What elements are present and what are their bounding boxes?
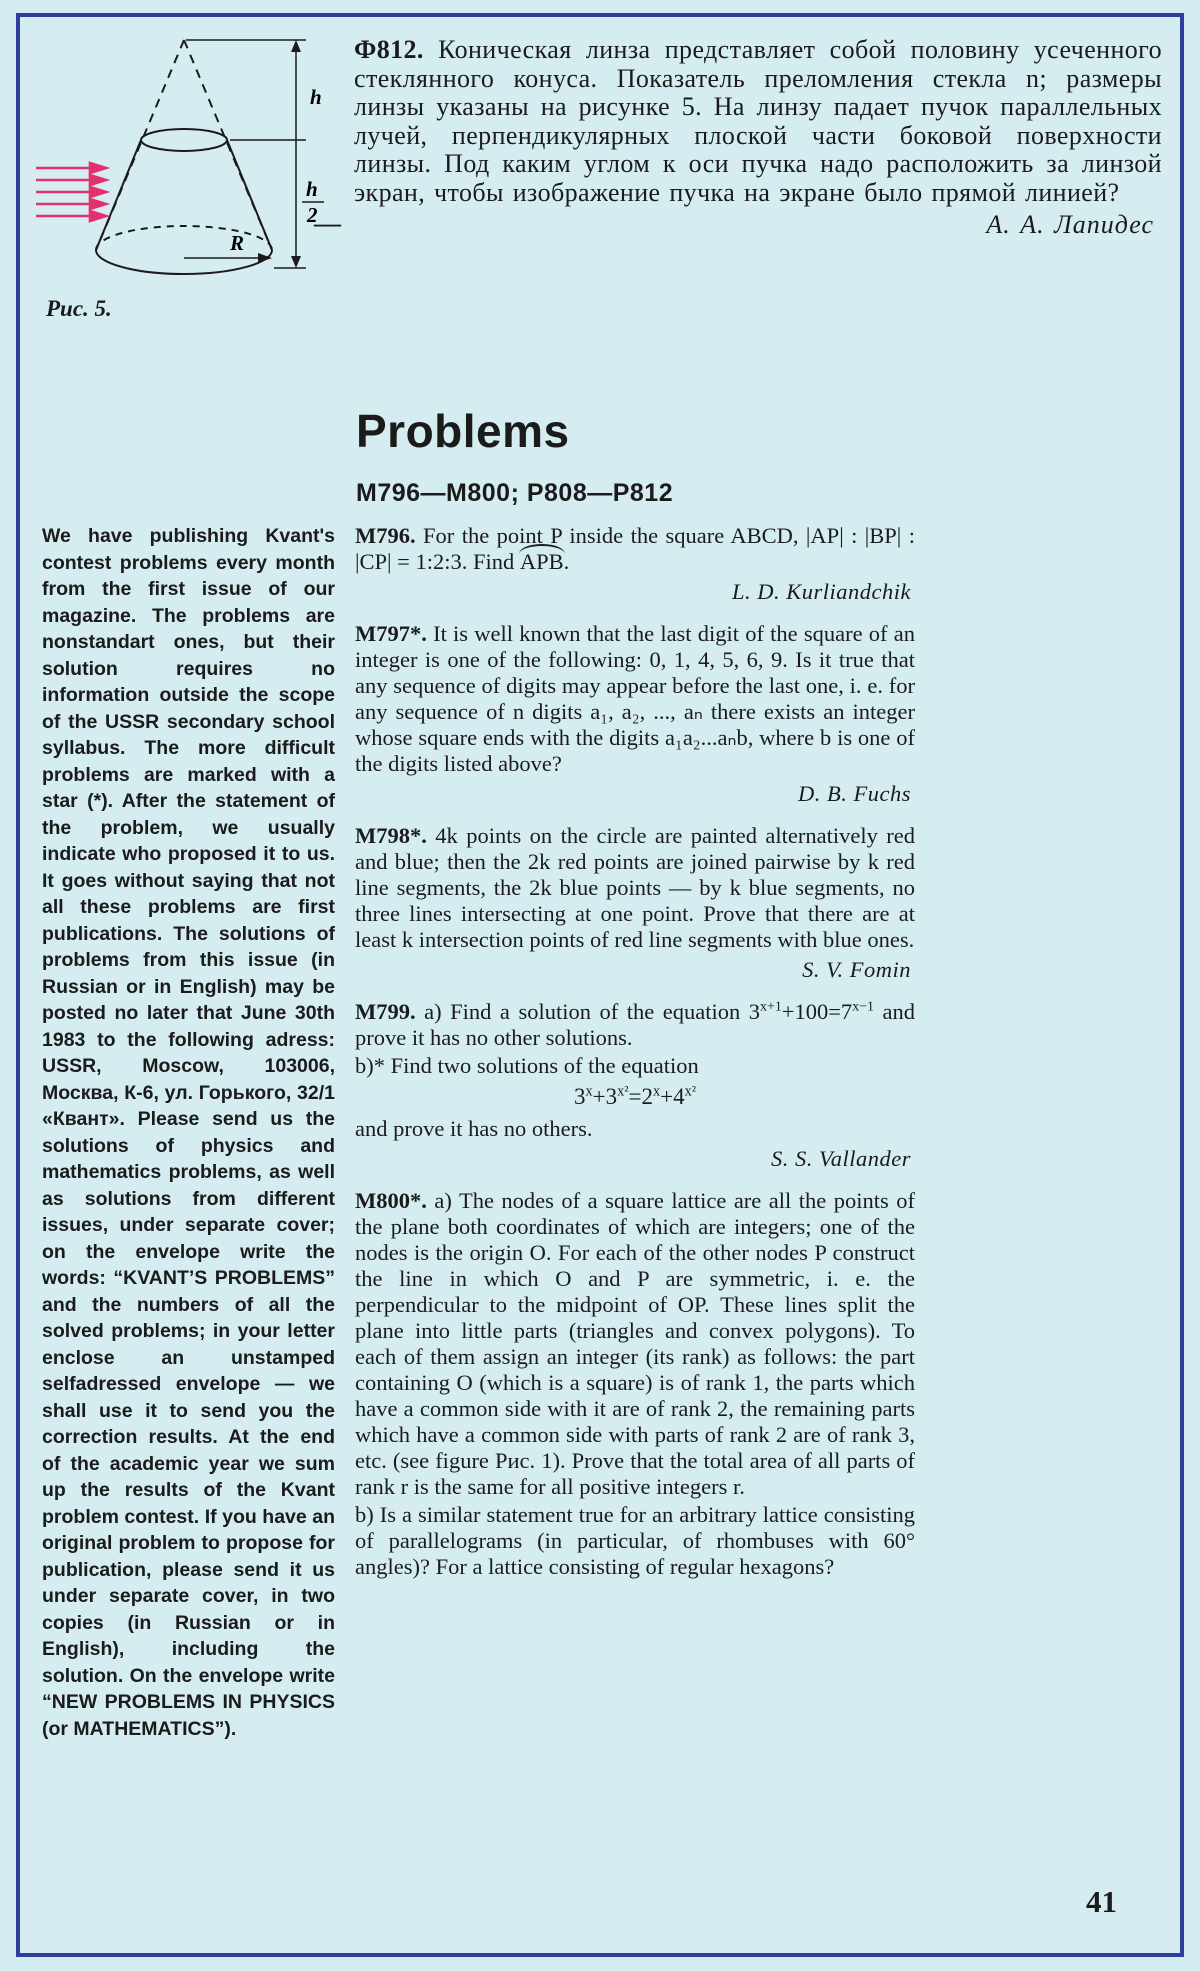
frustum-bottom-ellipse-front: [96, 250, 272, 274]
figure-label-h2-numerator: h: [306, 177, 318, 201]
m799-eq2-base2: +3: [592, 1084, 618, 1109]
angle-arc-apb: APB: [519, 549, 564, 574]
problem-m797: [355, 621, 915, 777]
m799-eq1-sup2: x−1: [852, 999, 874, 1015]
problem-m796: [355, 523, 915, 575]
problem-m799-equation: [355, 1084, 915, 1110]
figure-axis-dash: —: [314, 208, 341, 238]
cone-figure-svg: [34, 28, 344, 300]
problem-m800-a-text: a) The nodes of a square lattice are all the points of the plane both coordinates of which are integers; one of the nodes is the origin O. For each of the other nodes P construct the line in which O and P are symmetric, i. e. the perpendicular to the midpoint of OP. These lines split the plane into little parts (triangles and convex polygons). To each of them assign an integer (its rank) as follows: the part containing O (which is a square) is of rank 1, the parts which have a common side with it are of rank 2, the remaining parts which have a common side with parts of rank 2 are of rank 3, etc. (see figure Рис. 1). Prove that the total area of all parts of rank r is the same for all positive integers r.: [355, 1188, 916, 1499]
problem-f812: [354, 36, 1162, 240]
contest-intro-text: We have publishing Kvant's contest problems every month from the first issue of our magazine. The problems are nonstandart ones, but their solution requires no information outside the scope of the USSR secondary school syllabus. The more difficult problems are marked with a star (*). After the statement of the problem, we usually indicate who proposed it to us. It goes without saying that not all these problems are first publications. The solutions of problems from this issue (in Russian or in English) may be posted no later that June 30th 1983 to the following adress: USSR, Moscow, 103006, Москва, К-6, ул. Горького, 32/1 «Квант». Please send us the solutions of physics and mathematics problems, as well as solutions from different issues, under separate cover; on the envelope write the words: “KVANT’S PROBLEMS” and the numbers of all the solved problems; in your letter enclose an unstamped selfadressed envelope — we shall use it to send you the correction results. At the end of the academic year we sum up the results of the Kvant problem contest. If you have an original problem to propose for publication, please send it us under separate cover, in two copies (in Russian or in English), including the solution. On the envelope write “NEW PROBLEMS IN PHYSICS (or MATHEMATICS”).: [42, 525, 335, 1740]
section-subtitle: M796—M800; P808—P812: [356, 479, 674, 507]
m799-eq2-sup1: x: [585, 1083, 593, 1100]
frustum-bottom-ellipse-back: [96, 226, 272, 250]
m799-eq2-base4: +4: [660, 1084, 685, 1109]
problem-m796-id: M796.: [355, 523, 416, 548]
problem-m799-author: S. S. Vallander: [771, 1146, 911, 1171]
m799-eq2-base1: 3: [573, 1084, 586, 1109]
incident-ray-arrows: [36, 163, 106, 221]
problem-m798-body: 4k points on the circle are painted alternatively red and blue; then the 2k red points are joined pairwise by k red line segments, the 2k blue points — by k blue segments, no three lines intersecting at one point. Prove that there are at least k intersection points of red line segments with blue ones.: [355, 823, 915, 952]
frustum-top-ellipse: [141, 129, 227, 151]
m799-eq2-sup2: x²: [617, 1083, 629, 1100]
problem-m798: [355, 823, 915, 953]
problem-m800-part-b: b) Is a similar statement true for an arbitrary lattice consisting of parallelograms (in particular, of rhombuses with 60° angles)? For a lattice consisting of regular hexagons?: [355, 1502, 915, 1579]
problem-m799-part-b: b)* Find two solutions of the equation: [355, 1053, 699, 1078]
problem-m796-body-end: .: [563, 549, 570, 574]
problem-m799-a-end: and prove it has no other solutions.: [355, 999, 916, 1050]
problem-m797-body: It is well known that the last digit of the square of an integer is one of the following: 0, 1, 4, 5, 6, 9. Is it true that any sequence of digits may appear before the last one, i. e. for any sequence of n digits a₁, a₂, ..., aₙ there exists an integer whose square ends with the digits a₁a₂...aₙb, where b is one of the digits listed above?: [355, 621, 915, 776]
lens-figure: [34, 28, 344, 300]
problem-f812-id: Ф812.: [354, 35, 424, 64]
m799-eq2-sup3: x: [652, 1083, 661, 1100]
problem-m797-id: M797*.: [355, 621, 427, 646]
figure-label-h: h: [310, 85, 322, 109]
problem-m799-part-a: [355, 999, 915, 1051]
problem-m799-tail: and prove it has no others.: [355, 1116, 593, 1141]
problem-m796-body: For the point P inside the square ABCD, |AP| : |BP| : |CP| = 1:2:3. Find: [355, 523, 915, 574]
m799-eq2-sup4: x²: [684, 1083, 696, 1100]
page-number: 41: [1086, 1884, 1117, 1919]
problem-f812-author: А. А. Лапидес: [986, 210, 1154, 239]
problem-m797-author: D. B. Fuchs: [798, 781, 911, 806]
problem-f812-body: Коническая линза представляет собой половину усеченного стеклянного конуса. Показатель преломления стекла n; размеры линзы указаны на рисунке 5. На линзу падает пучок параллельных лучей, перпендикулярных плоской части боковой поверхности линзы. Под каким углом к оси пучка надо расположить за линзой экран, чтобы изображение пучка на экране было прямой линией?: [354, 35, 1162, 207]
m799-eq1-sup1: x+1: [759, 999, 782, 1015]
problem-m798-author: S. V. Fomin: [802, 957, 911, 982]
problem-m799-id: M799.: [355, 999, 416, 1024]
problem-m800-part-a: [355, 1188, 915, 1500]
problem-m799-a-text: a) Find a solution of the equation: [424, 999, 749, 1024]
figure-caption: Рис. 5.: [46, 296, 112, 321]
problem-m796-author: L. D. Kurliandchik: [731, 579, 911, 604]
problem-m798-id: M798*.: [355, 823, 427, 848]
problem-f812-text: [354, 36, 1162, 207]
dim-arrowhead-down: [291, 256, 301, 268]
m799-eq2-base3: =2: [628, 1084, 653, 1109]
figure-label-R: R: [230, 231, 245, 255]
dim-arrowhead-up: [291, 40, 301, 52]
m799-eq1-base2: +100=7: [781, 999, 853, 1024]
figure-label-h2-denominator: 2: [307, 203, 318, 227]
m799-eq1-base1: 3: [748, 999, 760, 1024]
problems-column: [355, 523, 915, 1582]
problem-m800-id: M800*.: [355, 1188, 427, 1213]
section-title: Problems: [356, 405, 570, 457]
